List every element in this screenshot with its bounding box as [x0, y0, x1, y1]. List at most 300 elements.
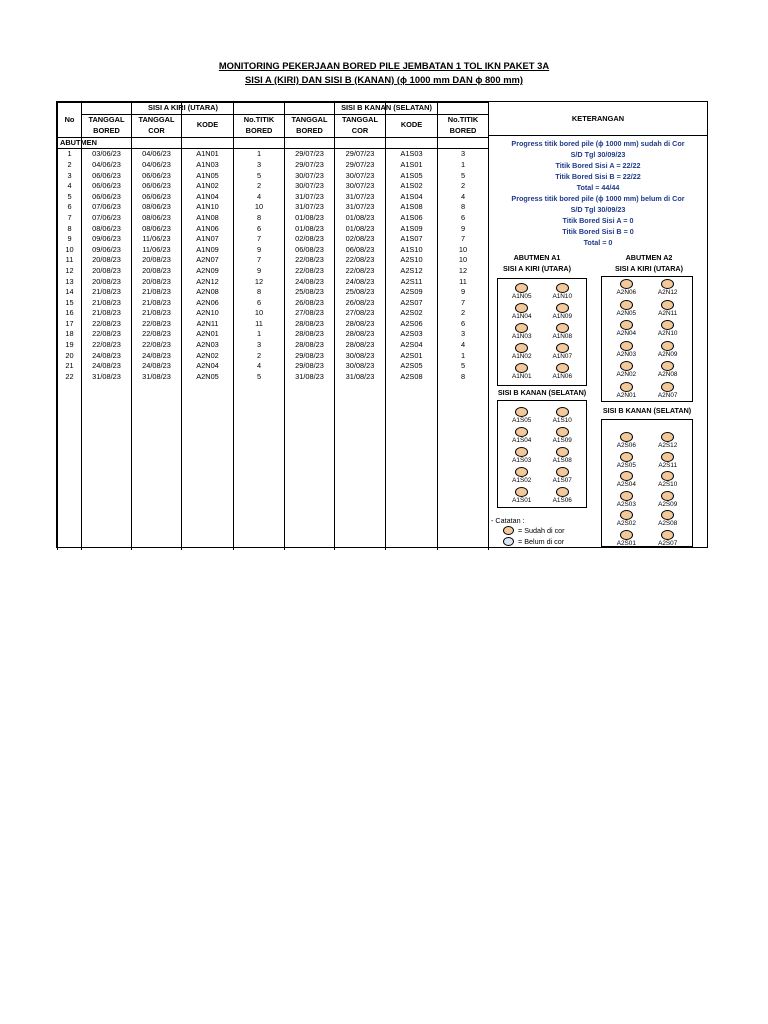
cell-no-titik-b: 6 [438, 319, 489, 330]
pile-circle-icon [661, 279, 674, 289]
legend-notdone: = Belum di cor [491, 536, 565, 547]
pile-code: A2S07 [658, 539, 678, 547]
cell-kode-b: A1S08 [386, 202, 438, 213]
pile-code: A1S01 [512, 497, 532, 504]
pile-code: A2S09 [658, 500, 678, 508]
pile-point [615, 320, 637, 337]
pile-code: A2S04 [616, 481, 636, 488]
pile-circle-icon [661, 510, 674, 520]
pile-circle-icon [620, 279, 633, 289]
cell-no-titik-b: 1 [438, 350, 489, 361]
pile-code: A2S01 [616, 539, 636, 547]
cell-no-titik-a: 3 [234, 340, 285, 351]
pile-circle-icon [556, 343, 569, 353]
cell-tanggal-bored-b: 24/08/23 [285, 276, 335, 287]
cell-tanggal-bored-a: 06/06/23 [82, 191, 132, 202]
pile-circle-icon [620, 510, 633, 520]
a1-sisi-a-box [497, 278, 587, 386]
pile-code: A1S03 [512, 457, 532, 464]
cell-kode-a: A1N09 [182, 244, 234, 255]
note-line: Progress titik bored pile (ϕ 1000 mm) belum di Cor [511, 194, 685, 203]
cell-no-titik-a: 11 [234, 319, 285, 330]
cell-tanggal-cor-a: 21/08/23 [132, 308, 182, 319]
cell-no-titik-b: 9 [438, 287, 489, 298]
cell-tanggal-bored-b: 29/07/23 [285, 160, 335, 171]
pile-circle-icon [556, 303, 569, 313]
table-row [58, 287, 489, 298]
cell-tanggal-cor-a: 06/06/23 [132, 191, 182, 202]
cell-no-titik-b: 8 [438, 372, 489, 383]
column-divider [131, 102, 132, 547]
cell-kode-b: A1S04 [386, 191, 438, 202]
cell-tanggal-bored-b: 02/08/23 [285, 234, 335, 245]
cell-tanggal-bored-b: 26/08/23 [285, 297, 335, 308]
cell-no-titik-a: 6 [234, 223, 285, 234]
note-line: S/D Tgl 30/09/23 [570, 150, 626, 159]
cell-no-titik-a: 4 [234, 361, 285, 372]
pile-point [657, 382, 679, 399]
pile-circle-icon [620, 361, 633, 371]
cell-tanggal-cor-b: 22/08/23 [335, 266, 386, 277]
pile-code: A1N10 [552, 293, 572, 300]
pile-point [657, 491, 679, 508]
pile-point [511, 427, 533, 444]
pile-point [615, 491, 637, 508]
cell-tanggal-cor-a: 22/08/23 [132, 329, 182, 340]
cell-tanggal-bored-b: 30/07/23 [285, 181, 335, 192]
column-divider [181, 102, 182, 547]
note-line: Total = 0 [583, 238, 613, 247]
pile-point [657, 432, 679, 449]
cell-kode-a: A2N04 [182, 361, 234, 372]
legend-done: = Sudah di cor [491, 525, 565, 536]
pile-code: A1N01 [511, 373, 532, 380]
cell-tanggal-cor-b: 30/07/23 [335, 170, 386, 181]
pile-point [615, 361, 637, 378]
cell-kode-a: A1N02 [182, 181, 234, 192]
pile-point [657, 320, 679, 337]
cell-no-titik-a: 1 [234, 329, 285, 340]
cell-no-titik-b: 3 [438, 149, 489, 160]
pile-point [657, 361, 679, 378]
cell-tanggal-cor-b: 02/08/23 [335, 234, 386, 245]
cell-no-titik-b: 5 [438, 170, 489, 181]
cell-tanggal-bored-b: 31/07/23 [285, 202, 335, 213]
cell-no-titik-a: 9 [234, 266, 285, 277]
cell-no-titik-a: 7 [234, 255, 285, 266]
cell-no: 4 [58, 181, 82, 192]
pile-circle-icon [661, 452, 674, 462]
cell-tanggal-cor-a: 20/08/23 [132, 276, 182, 287]
note-line: Titik Bored Sisi B = 22/22 [555, 172, 641, 181]
pile-point [615, 510, 637, 527]
table-row [58, 149, 489, 160]
cell-kode-b: A1S07 [386, 234, 438, 245]
cell-tanggal-cor-b: 29/07/23 [335, 149, 386, 160]
cell-tanggal-cor-a: 21/08/23 [132, 297, 182, 308]
table-row [58, 234, 489, 245]
cell-tanggal-cor-a: 22/08/23 [132, 319, 182, 330]
cell-kode-b: A1S10 [386, 244, 438, 255]
pile-code: A2N09 [657, 350, 678, 358]
pile-circle-icon [620, 320, 633, 330]
pile-point [511, 467, 533, 484]
cell-no-titik-b: 1 [438, 160, 489, 171]
col-tanggal-cor-a: TANGGAL COR [132, 114, 182, 137]
pile-code: A1N03 [511, 333, 532, 340]
cell-tanggal-cor-b: 29/07/23 [335, 160, 386, 171]
cell-tanggal-cor-b: 25/08/23 [335, 287, 386, 298]
pile-point [511, 447, 533, 464]
column-divider [334, 102, 335, 547]
cell-kode-b: A1S09 [386, 223, 438, 234]
pile-code: A2N10 [657, 330, 678, 337]
cell-no: 7 [58, 213, 82, 224]
keterangan-header: KETERANGAN [489, 102, 707, 136]
table-row [58, 340, 489, 351]
col-kode-a: KODE [182, 114, 234, 137]
cell-tanggal-cor-b: 06/08/23 [335, 244, 386, 255]
cell-kode-b: A1S03 [386, 149, 438, 160]
cell-no: 8 [58, 223, 82, 234]
pile-circle-icon [620, 382, 633, 392]
cell-kode-b: A1S06 [386, 213, 438, 224]
note-line: Titik Bored Sisi B = 0 [562, 227, 634, 236]
cell-kode-b: A2S05 [386, 361, 438, 372]
cell-no-titik-b: 10 [438, 244, 489, 255]
cell-no-titik-a: 6 [234, 297, 285, 308]
cell-tanggal-cor-b: 31/08/23 [335, 372, 386, 383]
cell-tanggal-bored-b: 28/08/23 [285, 340, 335, 351]
pile-code: A2S08 [658, 520, 678, 527]
col-no: No [58, 103, 82, 138]
cell-tanggal-bored-b: 01/08/23 [285, 223, 335, 234]
pile-circle-icon [661, 471, 674, 481]
cell-tanggal-cor-b: 31/07/23 [335, 191, 386, 202]
pile-circle-icon [556, 447, 569, 457]
cell-no-titik-b: 4 [438, 191, 489, 202]
pile-point [551, 283, 573, 300]
cell-tanggal-bored-b: 29/08/23 [285, 350, 335, 361]
cell-no: 19 [58, 340, 82, 351]
pile-point [511, 487, 533, 504]
cell-no-titik-b: 12 [438, 266, 489, 277]
pile-circle-icon [515, 363, 528, 373]
pile-circle-icon [556, 363, 569, 373]
pile-point [511, 303, 533, 320]
pile-circle-icon [620, 530, 633, 540]
cell-no-titik-a: 5 [234, 372, 285, 383]
cell-tanggal-bored-a: 22/08/23 [82, 329, 132, 340]
cell-no-titik-a: 8 [234, 213, 285, 224]
cell-no-titik-a: 1 [234, 149, 285, 160]
pile-code: A2S05 [616, 461, 636, 469]
cell-no-titik-a: 12 [234, 276, 285, 287]
cell-tanggal-cor-b: 30/08/23 [335, 350, 386, 361]
cell-kode-b: A2S07 [386, 297, 438, 308]
cell-no: 13 [58, 276, 82, 287]
pile-circle-icon [515, 427, 528, 437]
abutmen-a2-title: ABUTMEN A2 SISI A KIRI (UTARA) [614, 253, 683, 273]
pile-point [511, 283, 533, 300]
column-divider [233, 102, 234, 547]
pile-circle-icon [515, 283, 528, 293]
pile-code: A2N08 [657, 371, 678, 378]
cell-tanggal-bored-a: 21/08/23 [82, 297, 132, 308]
cell-tanggal-bored-b: 28/08/23 [285, 319, 335, 330]
cell-kode-b: A2S04 [386, 340, 438, 351]
note-line: Total = 44/44 [576, 183, 620, 192]
cell-tanggal-bored-a: 07/06/23 [82, 213, 132, 224]
cell-kode-b: A2S02 [386, 308, 438, 319]
pile-point [511, 323, 533, 340]
pile-circle-icon [556, 407, 569, 417]
cell-no: 12 [58, 266, 82, 277]
table-row [58, 319, 489, 330]
pile-point [511, 363, 533, 380]
pile-circle-icon [515, 323, 528, 333]
cell-kode-b: A1S05 [386, 170, 438, 181]
note-line: Progress titik bored pile (ϕ 1000 mm) sudah di Cor [511, 139, 685, 148]
cell-tanggal-bored-b: 28/08/23 [285, 329, 335, 340]
pile-point [657, 471, 679, 488]
cell-tanggal-bored-b: 27/08/23 [285, 308, 335, 319]
document-title: MONITORING PEKERJAAN BORED PILE JEMBATAN 1 TOL IKN PAKET 3A [218, 60, 550, 71]
pile-circle-icon [556, 487, 569, 497]
cell-tanggal-cor-b: 28/08/23 [335, 340, 386, 351]
cell-no-titik-a: 10 [234, 202, 285, 213]
cell-tanggal-cor-b: 31/07/23 [335, 202, 386, 213]
pile-code: A1N06 [552, 373, 572, 380]
pile-circle-icon [661, 320, 674, 330]
cell-kode-a: A1N01 [182, 149, 234, 160]
table-row [58, 276, 489, 287]
pile-point [551, 343, 573, 360]
cell-tanggal-cor-b: 22/08/23 [335, 255, 386, 266]
pile-point [551, 323, 573, 340]
cell-tanggal-bored-b: 29/08/23 [285, 361, 335, 372]
cell-no: 20 [58, 350, 82, 361]
table-row [58, 244, 489, 255]
done-marker-icon [503, 526, 514, 535]
cell-tanggal-cor-a: 22/08/23 [132, 340, 182, 351]
monitoring-sheet [56, 101, 708, 548]
pile-circle-icon [620, 341, 633, 351]
pile-code: A1S07 [552, 477, 572, 484]
cell-kode-a: A1N08 [182, 213, 234, 224]
cell-tanggal-cor-a: 11/06/23 [132, 244, 182, 255]
table-row [58, 308, 489, 319]
pile-point [551, 303, 573, 320]
pile-circle-icon [661, 530, 674, 540]
pile-point [615, 432, 637, 449]
pile-circle-icon [661, 300, 674, 310]
table-row [58, 170, 489, 181]
pile-code: A2S10 [658, 481, 678, 488]
progress-notes [489, 138, 707, 248]
col-no-titik-b: No.TITIK BORED [438, 114, 489, 137]
cell-kode-b: A2S12 [386, 266, 438, 277]
note-line: Titik Bored Sisi A = 22/22 [555, 161, 641, 170]
pile-circle-icon [661, 341, 674, 351]
cell-no-titik-b: 8 [438, 202, 489, 213]
cell-no: 10 [58, 244, 82, 255]
cell-no-titik-b: 7 [438, 297, 489, 308]
pile-circle-icon [556, 323, 569, 333]
legend [491, 516, 565, 547]
cell-no-titik-b: 11 [438, 276, 489, 287]
pile-circle-icon [515, 467, 528, 477]
a2-sisi-b-box [601, 419, 693, 547]
cell-tanggal-bored-a: 20/08/23 [82, 255, 132, 266]
cell-tanggal-bored-a: 31/08/23 [82, 372, 132, 383]
cell-tanggal-cor-b: 30/07/23 [335, 181, 386, 192]
pile-point [615, 452, 637, 469]
cell-kode-a: A2N02 [182, 350, 234, 361]
pile-circle-icon [515, 303, 528, 313]
cell-kode-a: A1N07 [182, 234, 234, 245]
cell-tanggal-cor-a: 24/08/23 [132, 361, 182, 372]
cell-no: 18 [58, 329, 82, 340]
pile-point [551, 447, 573, 464]
cell-kode-b: A2S01 [386, 350, 438, 361]
cell-tanggal-cor-a: 04/06/23 [132, 149, 182, 160]
cell-tanggal-bored-a: 24/08/23 [82, 361, 132, 372]
pile-point [551, 427, 573, 444]
cell-kode-a: A2N12 [182, 276, 234, 287]
cell-kode-a: A2N09 [182, 266, 234, 277]
cell-tanggal-bored-b: 31/08/23 [285, 372, 335, 383]
cell-no: 2 [58, 160, 82, 171]
pile-code: A2N11 [658, 309, 678, 317]
pile-code: A1N05 [511, 293, 532, 300]
cell-kode-a: A1N04 [182, 191, 234, 202]
pile-circle-icon [661, 432, 674, 442]
cell-tanggal-bored-a: 20/08/23 [82, 266, 132, 277]
cell-no-titik-a: 8 [234, 287, 285, 298]
cell-no-titik-b: 4 [438, 340, 489, 351]
pile-circle-icon [515, 447, 528, 457]
pile-point [551, 487, 573, 504]
section-label: ABUTMEN [58, 137, 132, 149]
pile-code: A2S03 [616, 500, 636, 508]
column-divider [284, 102, 285, 547]
cell-tanggal-bored-a: 06/06/23 [82, 181, 132, 192]
pile-point [615, 300, 637, 317]
cell-no: 17 [58, 319, 82, 330]
table-row [58, 255, 489, 266]
pile-code: A1S02 [512, 477, 532, 484]
cell-no-titik-b: 5 [438, 361, 489, 372]
abutmen-a1-title: ABUTMEN A1 SISI A KIRI (UTARA) [502, 253, 571, 273]
pile-code: A2S02 [616, 520, 636, 527]
pile-circle-icon [515, 343, 528, 353]
cell-tanggal-cor-b: 28/08/23 [335, 329, 386, 340]
pile-code: A1N09 [552, 313, 572, 320]
pile-point [657, 341, 679, 358]
pile-code: A2N02 [616, 371, 637, 378]
cell-no: 14 [58, 287, 82, 298]
cell-tanggal-cor-b: 28/08/23 [335, 319, 386, 330]
cell-kode-b: A2S10 [386, 255, 438, 266]
cell-tanggal-cor-a: 31/08/23 [132, 372, 182, 383]
cell-no: 3 [58, 170, 82, 181]
pile-circle-icon [661, 361, 674, 371]
cell-no-titik-b: 3 [438, 329, 489, 340]
cell-kode-a: A1N05 [182, 170, 234, 181]
table-row [58, 202, 489, 213]
cell-no-titik-b: 9 [438, 223, 489, 234]
cell-tanggal-bored-a: 09/06/23 [82, 234, 132, 245]
pile-code: A2S06 [616, 442, 636, 449]
cell-kode-b: A2S03 [386, 329, 438, 340]
cell-tanggal-bored-a: 22/08/23 [82, 319, 132, 330]
pile-code: A1S10 [552, 417, 572, 424]
cell-tanggal-cor-a: 21/08/23 [132, 287, 182, 298]
cell-no: 21 [58, 361, 82, 372]
cell-tanggal-cor-a: 04/06/23 [132, 160, 182, 171]
pile-point [511, 343, 533, 360]
table-row [58, 372, 489, 383]
cell-tanggal-cor-a: 08/06/23 [132, 223, 182, 234]
cell-kode-a: A2N08 [182, 287, 234, 298]
col-tanggal-bored-a: TANGGAL BORED [82, 114, 132, 137]
document-subtitle: SISI A (KIRI) DAN SISI B (KANAN) (ϕ 1000 mm DAN ϕ 800 mm) [245, 74, 523, 85]
pile-point [551, 407, 573, 424]
notdone-marker-icon [503, 537, 514, 546]
sisi-a-header: SISI A KIRI (UTARA) [82, 103, 285, 115]
pile-point [615, 471, 637, 488]
pile-code: A1N07 [552, 353, 572, 360]
cell-tanggal-bored-b: 30/07/23 [285, 170, 335, 181]
cell-tanggal-cor-b: 30/08/23 [335, 361, 386, 372]
pile-code: A1S05 [512, 417, 532, 424]
cell-tanggal-bored-b: 06/08/23 [285, 244, 335, 255]
col-tanggal-cor-b: TANGGAL COR [335, 114, 386, 137]
cell-no-titik-a: 9 [234, 244, 285, 255]
pile-circle-icon [620, 300, 633, 310]
column-divider [385, 102, 386, 547]
a1-sisi-b-box [497, 400, 587, 508]
cell-kode-a: A1N06 [182, 223, 234, 234]
cell-tanggal-cor-a: 08/06/23 [132, 202, 182, 213]
cell-no: 5 [58, 191, 82, 202]
pile-code: A2N12 [657, 289, 678, 296]
cell-kode-b: A1S02 [386, 181, 438, 192]
pile-code: A1S09 [552, 437, 572, 444]
pile-code: A1S04 [512, 437, 532, 444]
table-row [58, 160, 489, 171]
cell-kode-a: A2N03 [182, 340, 234, 351]
cell-no-titik-a: 2 [234, 181, 285, 192]
cell-kode-b: A2S06 [386, 319, 438, 330]
cell-no-titik-b: 7 [438, 234, 489, 245]
cell-tanggal-cor-b: 24/08/23 [335, 276, 386, 287]
pile-point [551, 363, 573, 380]
table-row [58, 266, 489, 277]
pile-code: A2S12 [658, 442, 678, 449]
pile-point [615, 530, 637, 547]
cell-tanggal-bored-a: 09/06/23 [82, 244, 132, 255]
cell-tanggal-cor-a: 11/06/23 [132, 234, 182, 245]
cell-kode-b: A2S08 [386, 372, 438, 383]
a2-sisi-b-label: SISI B KANAN (SELATAN) [602, 406, 692, 415]
cell-no: 11 [58, 255, 82, 266]
pile-code: A2N04 [616, 330, 637, 337]
cell-tanggal-bored-a: 24/08/23 [82, 350, 132, 361]
pile-code: A2N03 [616, 350, 637, 358]
cell-tanggal-cor-a: 06/06/23 [132, 181, 182, 192]
